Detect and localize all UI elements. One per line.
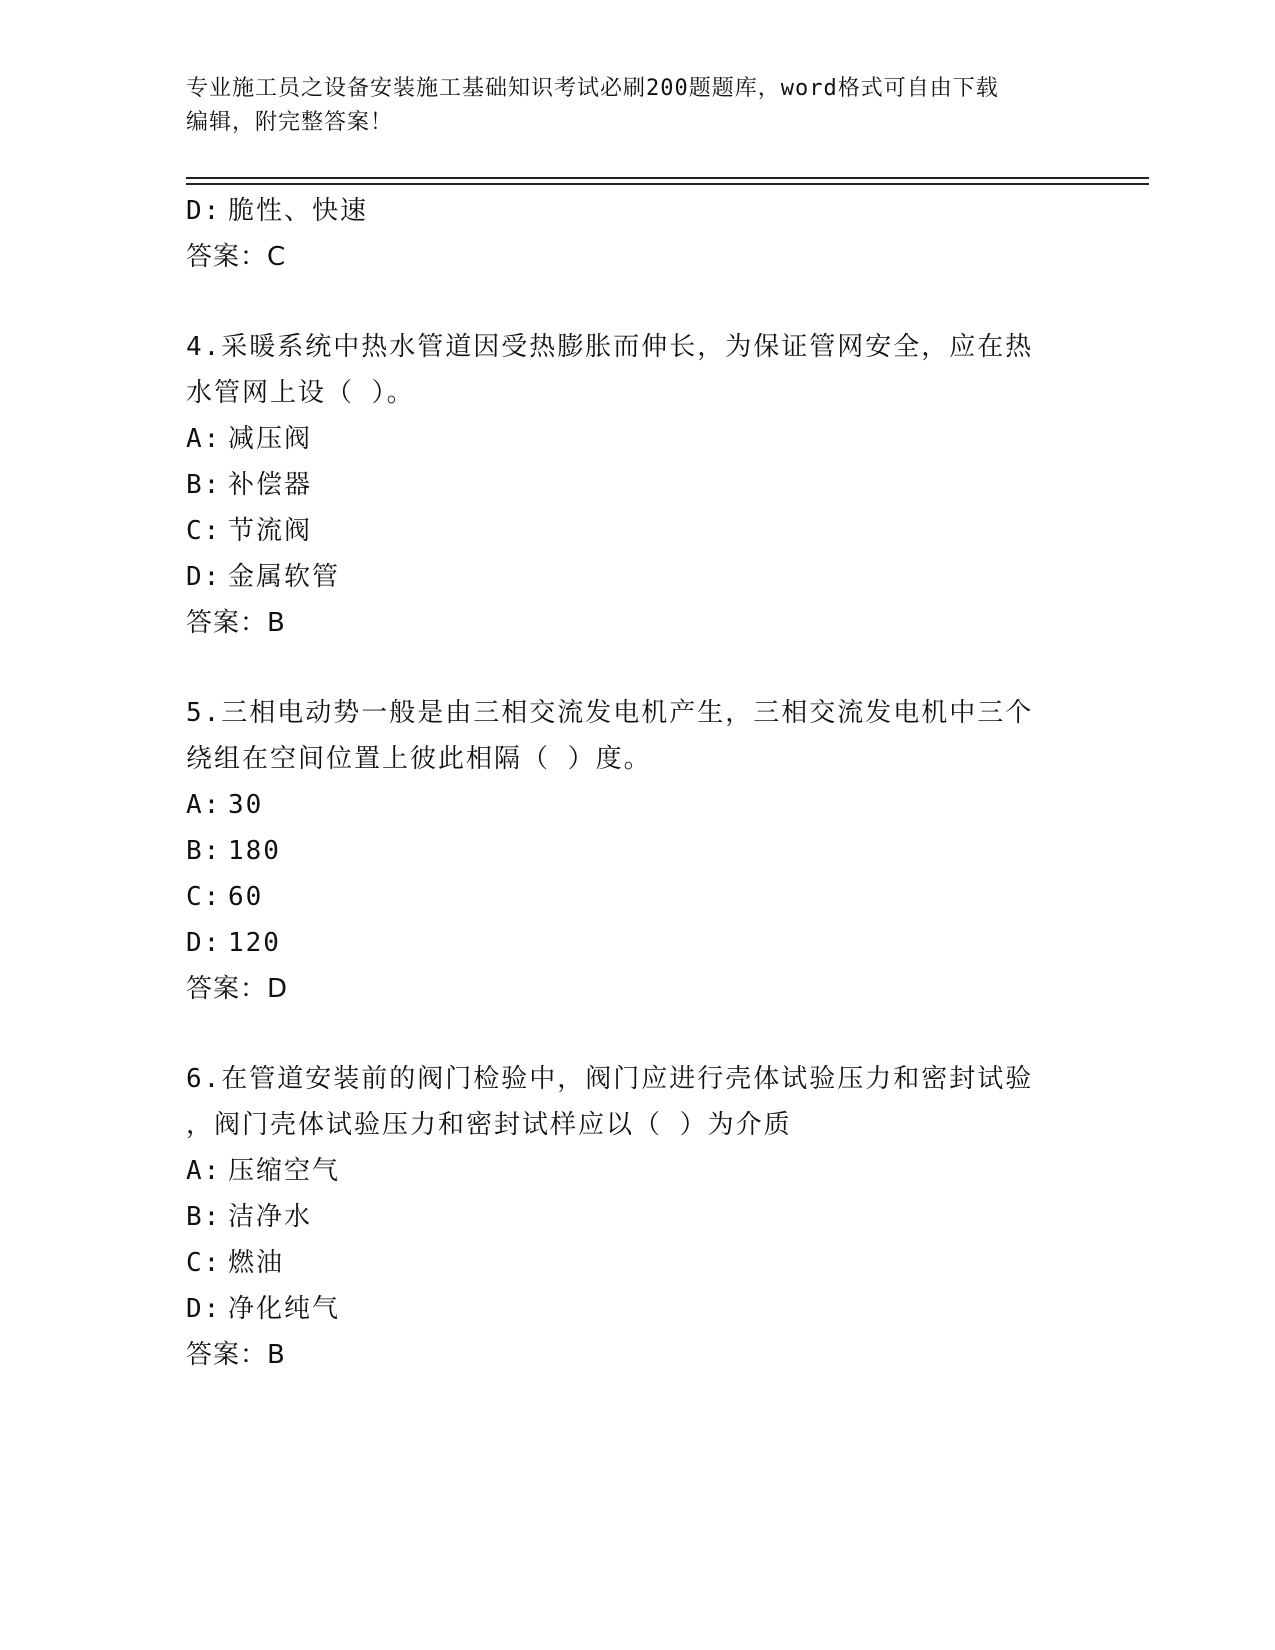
option-letter: D: <box>186 1294 222 1324</box>
answer-line: 答案：D <box>186 974 289 1004</box>
option-d <box>186 920 1066 966</box>
option-letter: B: <box>186 836 222 866</box>
option-text: 减压阀 <box>228 424 313 454</box>
option-letter: A: <box>186 1156 222 1186</box>
option-text: 30 <box>228 790 264 820</box>
option-letter: B: <box>186 1202 222 1232</box>
question-text-line-1: 4.采暖系统中热水管道因受热膨胀而伸长，为保证管网安全，应在热 <box>186 332 1034 362</box>
answer-line: 答案：C <box>186 242 287 272</box>
option-text: 180 <box>228 836 281 866</box>
option-b <box>186 462 1066 508</box>
option-text: 补偿器 <box>228 470 313 500</box>
option-a <box>186 1148 1066 1194</box>
header-title-line-1: 专业施工员之设备安装施工基础知识考试必刷200题题库，word格式可自由下载 <box>186 76 999 101</box>
option-letter: D: <box>186 928 222 958</box>
option-text: 脆性、快速 <box>228 196 369 226</box>
option-letter: C: <box>186 882 222 912</box>
question-text-line-2: ，阀门壳体试验压力和密封试样应以（ ）为介质 <box>186 1110 792 1140</box>
option-text: 净化纯气 <box>228 1294 341 1324</box>
option-a <box>186 416 1066 462</box>
option-b <box>186 828 1066 874</box>
option-letter: D: <box>186 196 222 226</box>
option-text: 节流阀 <box>228 516 313 546</box>
option-letter: C: <box>186 516 222 546</box>
question-4 <box>186 324 1066 646</box>
option-a <box>186 782 1066 828</box>
option-c <box>186 508 1066 554</box>
option-text: 120 <box>228 928 281 958</box>
option-text: 60 <box>228 882 264 912</box>
question-text <box>186 1056 1066 1148</box>
option-letter: B: <box>186 470 222 500</box>
document-body <box>186 188 1066 1378</box>
question-text-line-1: 5.三相电动势一般是由三相交流发电机产生，三相交流发电机中三个 <box>186 698 1034 728</box>
option-d <box>186 1286 1066 1332</box>
question-5 <box>186 690 1066 1012</box>
option-c <box>186 874 1066 920</box>
header-divider-top <box>186 177 1149 179</box>
question-text-line-2: 绕组在空间位置上彼此相隔（ ）度。 <box>186 744 652 774</box>
option-letter: D: <box>186 562 222 592</box>
document-header <box>186 72 1066 140</box>
option-b <box>186 1194 1066 1240</box>
question-text-line-2: 水管网上设（ ）。 <box>186 378 415 408</box>
header-title-line-2: 编辑，附完整答案！ <box>186 110 394 135</box>
question-text <box>186 690 1066 782</box>
option-text: 洁净水 <box>228 1202 313 1232</box>
question-text-line-1: 6.在管道安装前的阀门检验中，阀门应进行壳体试验压力和密封试验 <box>186 1064 1034 1094</box>
header-divider-bottom <box>186 183 1149 185</box>
answer-line: 答案：B <box>186 1340 286 1370</box>
option-c <box>186 1240 1066 1286</box>
option-text: 压缩空气 <box>228 1156 341 1186</box>
question-6 <box>186 1056 1066 1378</box>
option-d <box>186 188 1066 234</box>
option-d <box>186 554 1066 600</box>
option-letter: C: <box>186 1248 222 1278</box>
option-letter: A: <box>186 790 222 820</box>
option-text: 金属软管 <box>228 562 341 592</box>
option-letter: A: <box>186 424 222 454</box>
option-text: 燃油 <box>228 1248 285 1278</box>
question-text <box>186 324 1066 416</box>
answer-line: 答案：B <box>186 608 286 638</box>
